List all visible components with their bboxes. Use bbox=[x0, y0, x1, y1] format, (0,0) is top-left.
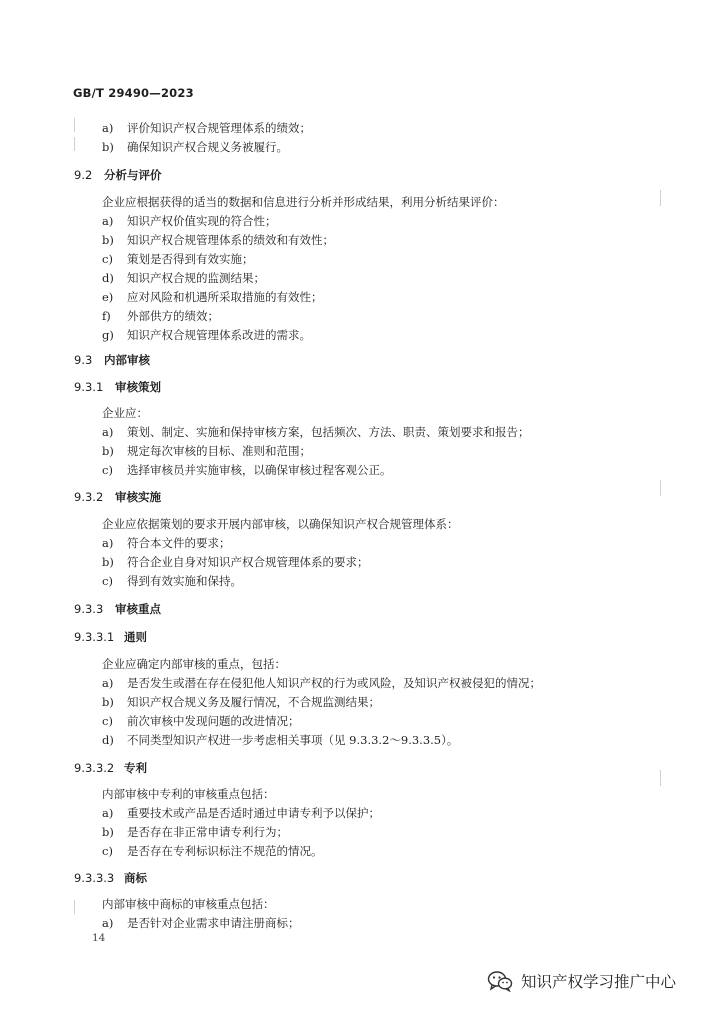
item-text: 知识产权合规的监测结果； bbox=[127, 271, 265, 285]
item-label: c) bbox=[102, 844, 113, 858]
item-label: a) bbox=[102, 425, 114, 439]
paragraph: 企业应： bbox=[102, 406, 148, 420]
section-title: 审核重点 bbox=[115, 602, 161, 616]
item-text: 得到有效实施和保持。 bbox=[127, 574, 242, 588]
watermark-text: 知识产权学习推广中心 bbox=[521, 973, 677, 991]
item-text: 是否存在非正常申请专利行为； bbox=[127, 825, 288, 839]
item-label: c) bbox=[102, 574, 113, 588]
item-text: 重要技术或产品是否适时通过申请专利予以保护； bbox=[127, 806, 380, 820]
section-number: 9.3.2 bbox=[74, 490, 104, 504]
scan-mark bbox=[660, 480, 661, 496]
item-text: 是否发生或潜在存在侵犯他人知识产权的行为或风险，及知识产权被侵犯的情况； bbox=[127, 676, 541, 690]
item-text: 是否针对企业需求申请注册商标； bbox=[127, 916, 300, 930]
item-label: g) bbox=[102, 328, 114, 342]
item-label: a) bbox=[102, 214, 114, 228]
scan-mark bbox=[74, 900, 75, 914]
item-label: d) bbox=[102, 733, 114, 747]
section-number: 9.3 bbox=[74, 353, 93, 367]
item-label: e) bbox=[102, 290, 114, 304]
item-label: a) bbox=[102, 121, 114, 135]
item-label: c) bbox=[102, 714, 113, 728]
section-number: 9.3.3 bbox=[74, 602, 104, 616]
item-text: 规定每次审核的目标、准则和范围； bbox=[127, 444, 311, 458]
scan-mark bbox=[74, 118, 75, 132]
page-number: 14 bbox=[92, 932, 106, 944]
watermark bbox=[487, 969, 693, 993]
item-text: 知识产权合规管理体系改进的需求。 bbox=[127, 328, 311, 342]
item-label: b) bbox=[102, 555, 114, 569]
item-text: 选择审核员并实施审核，以确保审核过程客观公正。 bbox=[127, 463, 392, 477]
item-text: 策划是否得到有效实施； bbox=[127, 252, 254, 266]
item-text: 是否存在专利标识标注不规范的情况。 bbox=[127, 844, 323, 858]
paragraph: 内部审核中专利的审核重点包括： bbox=[102, 787, 275, 801]
section-number: 9.2 bbox=[74, 168, 93, 182]
section-number: 9.3.3.1 bbox=[74, 630, 115, 644]
item-text: 外部供方的绩效； bbox=[127, 309, 219, 323]
paragraph: 企业应根据获得的适当的数据和信息进行分析并形成结果，利用分析结果评价： bbox=[102, 195, 505, 209]
item-label: f) bbox=[102, 309, 111, 323]
section-title: 审核实施 bbox=[115, 490, 161, 504]
section-title: 通则 bbox=[124, 630, 147, 644]
paragraph: 企业应依据策划的要求开展内部审核，以确保知识产权合规管理体系： bbox=[102, 517, 459, 531]
section-title: 内部审核 bbox=[104, 353, 150, 367]
paragraph: 内部审核中商标的审核重点包括： bbox=[102, 897, 275, 911]
scan-mark bbox=[74, 137, 75, 151]
item-label: a) bbox=[102, 916, 114, 930]
section-title: 分析与评价 bbox=[104, 168, 162, 182]
section-number: 9.3.1 bbox=[74, 380, 104, 394]
item-text: 评价知识产权合规管理体系的绩效； bbox=[127, 121, 311, 135]
item-text: 策划、制定、实施和保持审核方案，包括频次、方法、职责、策划要求和报告； bbox=[127, 425, 530, 439]
item-text: 符合本文件的要求； bbox=[127, 536, 231, 550]
item-label: a) bbox=[102, 536, 114, 550]
item-label: b) bbox=[102, 825, 114, 839]
section-number: 9.3.3.3 bbox=[74, 871, 115, 885]
section-title: 专利 bbox=[124, 761, 147, 775]
standard-number: GB/T 29490—2023 bbox=[73, 86, 194, 100]
wechat-icon bbox=[487, 970, 513, 992]
item-label: a) bbox=[102, 806, 114, 820]
item-text: 知识产权价值实现的符合性； bbox=[127, 214, 277, 228]
item-text: 应对风险和机遇所采取措施的有效性； bbox=[127, 290, 323, 304]
item-label: a) bbox=[102, 676, 114, 690]
item-text: 不同类型知识产权进一步考虑相关事项（见 9.3.3.2～9.3.3.5）。 bbox=[127, 733, 459, 747]
section-title: 商标 bbox=[124, 871, 147, 885]
scan-mark bbox=[660, 770, 661, 786]
item-label: b) bbox=[102, 444, 114, 458]
item-text: 确保知识产权合规义务被履行。 bbox=[127, 140, 288, 154]
item-label: b) bbox=[102, 140, 114, 154]
section-number: 9.3.3.2 bbox=[74, 761, 115, 775]
item-text: 知识产权合规义务及履行情况，不合规监测结果； bbox=[127, 695, 380, 709]
paragraph: 企业应确定内部审核的重点，包括： bbox=[102, 657, 286, 671]
item-text: 知识产权合规管理体系的绩效和有效性； bbox=[127, 233, 334, 247]
item-text: 符合企业自身对知识产权合规管理体系的要求； bbox=[127, 555, 369, 569]
item-label: d) bbox=[102, 271, 114, 285]
scan-mark bbox=[660, 190, 661, 206]
item-text: 前次审核中发现问题的改进情况； bbox=[127, 714, 300, 728]
item-label: c) bbox=[102, 252, 113, 266]
section-title: 审核策划 bbox=[115, 380, 161, 394]
item-label: b) bbox=[102, 695, 114, 709]
item-label: c) bbox=[102, 463, 113, 477]
item-label: b) bbox=[102, 233, 114, 247]
